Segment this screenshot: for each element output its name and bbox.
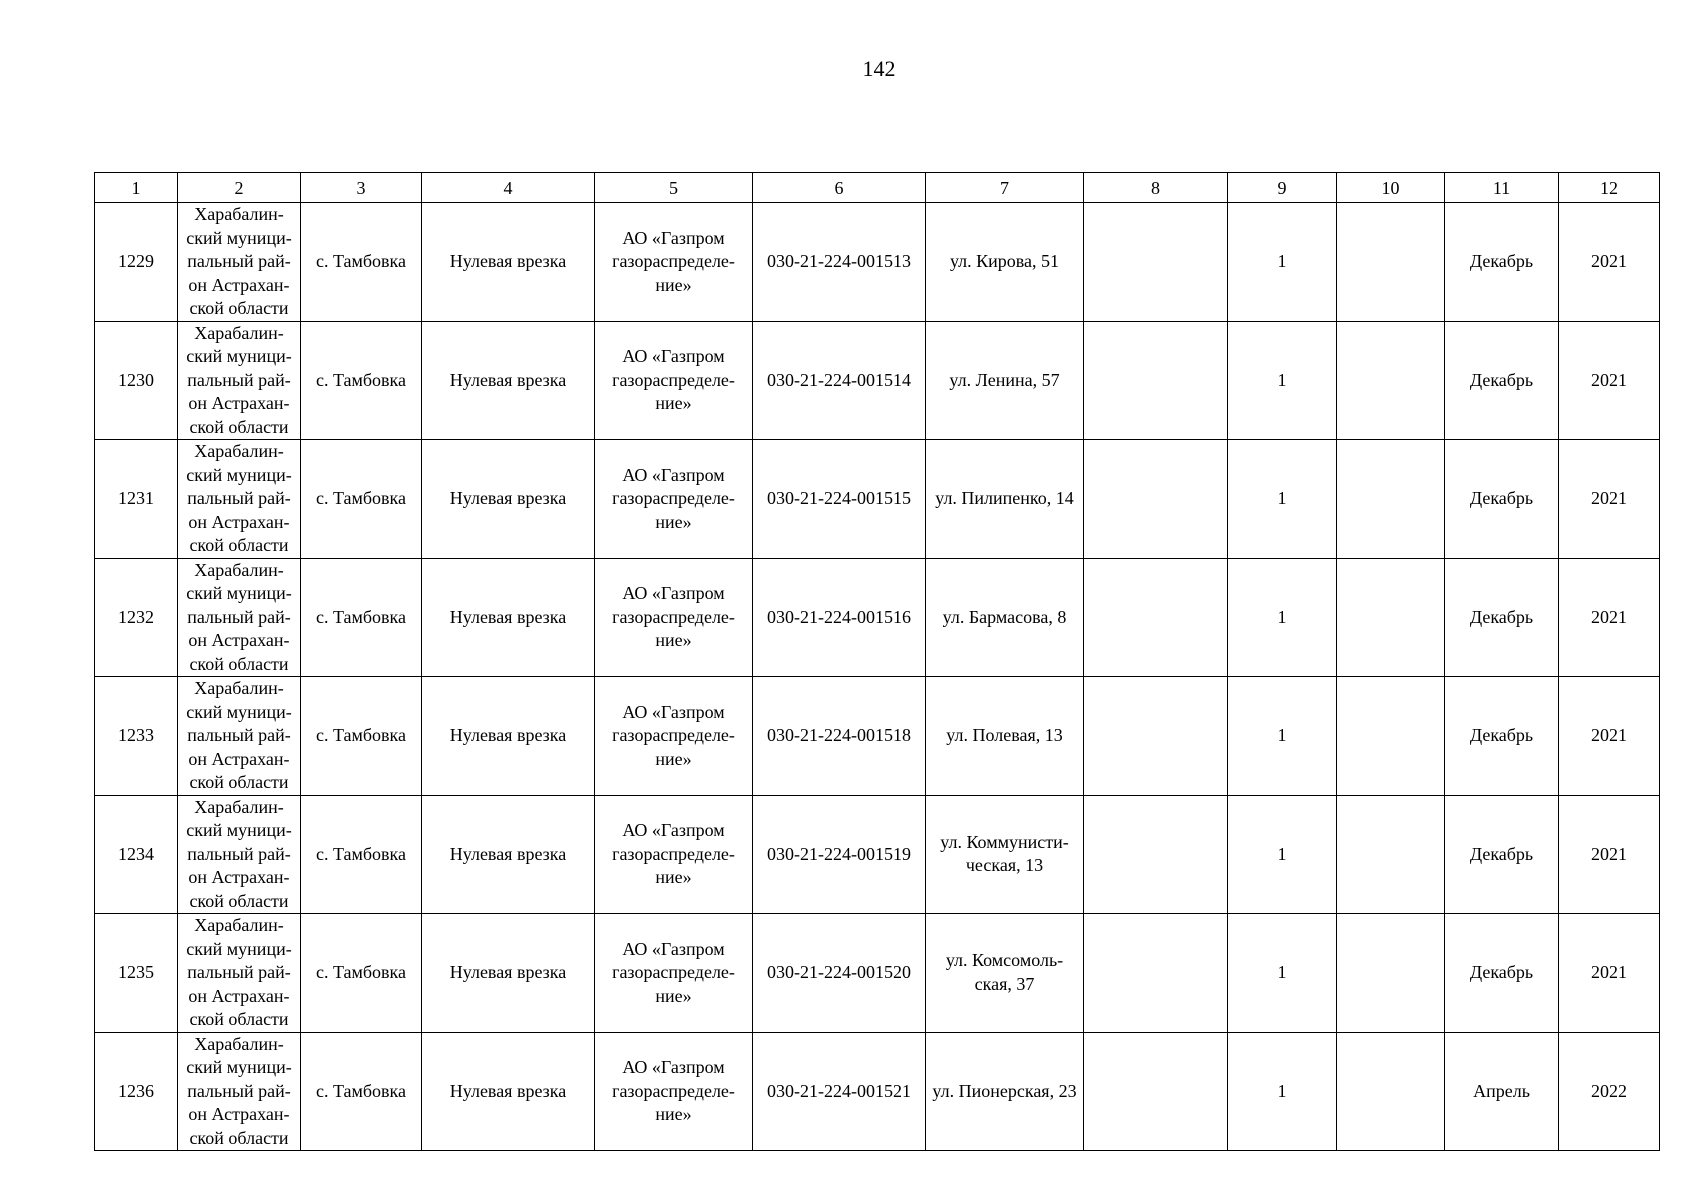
column-header: 12 — [1559, 173, 1660, 203]
month-cell: Декабрь — [1445, 558, 1559, 677]
row-number-cell: 1233 — [95, 677, 178, 796]
municipality-cell: Харабалин-ский муници-пальный рай-он Астрахан-ской области — [178, 914, 301, 1033]
year-cell: 2021 — [1559, 795, 1660, 914]
quantity-cell: 1 — [1228, 558, 1337, 677]
row-number-cell: 1230 — [95, 321, 178, 440]
column-10-cell — [1337, 1032, 1445, 1151]
row-number-cell: 1229 — [95, 203, 178, 322]
object-code-cell: 030-21-224-001520 — [753, 914, 926, 1033]
row-number-cell: 1231 — [95, 440, 178, 559]
organization-cell: АО «Газпром газораспределе-ние» — [595, 440, 753, 559]
column-8-cell — [1084, 440, 1228, 559]
settlement-cell: с. Тамбовка — [301, 914, 422, 1033]
quantity-cell: 1 — [1228, 440, 1337, 559]
column-10-cell — [1337, 440, 1445, 559]
year-cell: 2022 — [1559, 1032, 1660, 1151]
column-header: 3 — [301, 173, 422, 203]
municipality-cell: Харабалин-ский муници-пальный рай-он Астрахан-ской области — [178, 677, 301, 796]
column-8-cell — [1084, 795, 1228, 914]
column-8-cell — [1084, 558, 1228, 677]
table-row — [95, 321, 1660, 440]
address-cell: ул. Ленина, 57 — [926, 321, 1084, 440]
month-cell: Декабрь — [1445, 321, 1559, 440]
object-code-cell: 030-21-224-001521 — [753, 1032, 926, 1151]
table-row — [95, 558, 1660, 677]
year-cell: 2021 — [1559, 914, 1660, 1033]
address-cell: ул. Пионерская, 23 — [926, 1032, 1084, 1151]
year-cell: 2021 — [1559, 203, 1660, 322]
column-8-cell — [1084, 321, 1228, 440]
month-cell: Апрель — [1445, 1032, 1559, 1151]
organization-cell: АО «Газпром газораспределе-ние» — [595, 795, 753, 914]
organization-cell: АО «Газпром газораспределе-ние» — [595, 321, 753, 440]
quantity-cell: 1 — [1228, 321, 1337, 440]
address-cell: ул. Комсомоль-ская, 37 — [926, 914, 1084, 1033]
settlement-cell: с. Тамбовка — [301, 440, 422, 559]
object-code-cell: 030-21-224-001513 — [753, 203, 926, 322]
month-cell: Декабрь — [1445, 914, 1559, 1033]
year-cell: 2021 — [1559, 321, 1660, 440]
settlement-cell: с. Тамбовка — [301, 203, 422, 322]
row-number-cell: 1232 — [95, 558, 178, 677]
municipality-cell: Харабалин-ский муници-пальный рай-он Астрахан-ской области — [178, 1032, 301, 1151]
column-8-cell — [1084, 203, 1228, 322]
object-code-cell: 030-21-224-001518 — [753, 677, 926, 796]
settlement-cell: с. Тамбовка — [301, 677, 422, 796]
address-cell: ул. Коммунисти-ческая, 13 — [926, 795, 1084, 914]
row-number-cell: 1234 — [95, 795, 178, 914]
object-code-cell: 030-21-224-001519 — [753, 795, 926, 914]
address-cell: ул. Пилипенко, 14 — [926, 440, 1084, 559]
organization-cell: АО «Газпром газораспределе-ние» — [595, 914, 753, 1033]
object-code-cell: 030-21-224-001514 — [753, 321, 926, 440]
settlement-cell: с. Тамбовка — [301, 1032, 422, 1151]
table-row — [95, 1032, 1660, 1151]
object-code-cell: 030-21-224-001516 — [753, 558, 926, 677]
municipality-cell: Харабалин-ский муници-пальный рай-он Астрахан-ской области — [178, 440, 301, 559]
settlement-cell: с. Тамбовка — [301, 795, 422, 914]
column-header: 2 — [178, 173, 301, 203]
settlement-cell: с. Тамбовка — [301, 558, 422, 677]
column-10-cell — [1337, 914, 1445, 1033]
address-cell: ул. Бармасова, 8 — [926, 558, 1084, 677]
quantity-cell: 1 — [1228, 795, 1337, 914]
quantity-cell: 1 — [1228, 677, 1337, 796]
municipality-cell: Харабалин-ский муници-пальный рай-он Астрахан-ской области — [178, 203, 301, 322]
work-type-cell: Нулевая врезка — [422, 440, 595, 559]
table-row — [95, 677, 1660, 796]
work-type-cell: Нулевая врезка — [422, 795, 595, 914]
work-type-cell: Нулевая врезка — [422, 321, 595, 440]
column-8-cell — [1084, 914, 1228, 1033]
organization-cell: АО «Газпром газораспределе-ние» — [595, 203, 753, 322]
object-code-cell: 030-21-224-001515 — [753, 440, 926, 559]
settlement-cell: с. Тамбовка — [301, 321, 422, 440]
column-header: 1 — [95, 173, 178, 203]
header-row — [95, 173, 1660, 203]
month-cell: Декабрь — [1445, 795, 1559, 914]
table-row — [95, 914, 1660, 1033]
column-10-cell — [1337, 677, 1445, 796]
column-8-cell — [1084, 677, 1228, 796]
column-10-cell — [1337, 558, 1445, 677]
work-type-cell: Нулевая врезка — [422, 203, 595, 322]
column-10-cell — [1337, 795, 1445, 914]
quantity-cell: 1 — [1228, 914, 1337, 1033]
column-header: 9 — [1228, 173, 1337, 203]
year-cell: 2021 — [1559, 440, 1660, 559]
organization-cell: АО «Газпром газораспределе-ние» — [595, 558, 753, 677]
work-type-cell: Нулевая врезка — [422, 914, 595, 1033]
table-row — [95, 440, 1660, 559]
municipality-cell: Харабалин-ский муници-пальный рай-он Астрахан-ской области — [178, 558, 301, 677]
year-cell: 2021 — [1559, 677, 1660, 796]
organization-cell: АО «Газпром газораспределе-ние» — [595, 677, 753, 796]
column-header: 5 — [595, 173, 753, 203]
column-8-cell — [1084, 1032, 1228, 1151]
column-header: 10 — [1337, 173, 1445, 203]
row-number-cell: 1236 — [95, 1032, 178, 1151]
page-number: 142 — [862, 56, 896, 81]
month-cell: Декабрь — [1445, 440, 1559, 559]
month-cell: Декабрь — [1445, 677, 1559, 796]
organization-cell: АО «Газпром газораспределе-ние» — [595, 1032, 753, 1151]
address-cell: ул. Кирова, 51 — [926, 203, 1084, 322]
address-cell: ул. Полевая, 13 — [926, 677, 1084, 796]
data-table — [94, 172, 1660, 1151]
quantity-cell: 1 — [1228, 1032, 1337, 1151]
work-type-cell: Нулевая врезка — [422, 558, 595, 677]
table-row — [95, 203, 1660, 322]
month-cell: Декабрь — [1445, 203, 1559, 322]
column-header: 8 — [1084, 173, 1228, 203]
column-header: 6 — [753, 173, 926, 203]
column-header: 11 — [1445, 173, 1559, 203]
row-number-cell: 1235 — [95, 914, 178, 1033]
column-10-cell — [1337, 321, 1445, 440]
column-10-cell — [1337, 203, 1445, 322]
column-header: 4 — [422, 173, 595, 203]
year-cell: 2021 — [1559, 558, 1660, 677]
table-row — [95, 795, 1660, 914]
municipality-cell: Харабалин-ский муници-пальный рай-он Астрахан-ской области — [178, 795, 301, 914]
quantity-cell: 1 — [1228, 203, 1337, 322]
work-type-cell: Нулевая врезка — [422, 1032, 595, 1151]
column-header: 7 — [926, 173, 1084, 203]
work-type-cell: Нулевая врезка — [422, 677, 595, 796]
municipality-cell: Харабалин-ский муници-пальный рай-он Астрахан-ской области — [178, 321, 301, 440]
